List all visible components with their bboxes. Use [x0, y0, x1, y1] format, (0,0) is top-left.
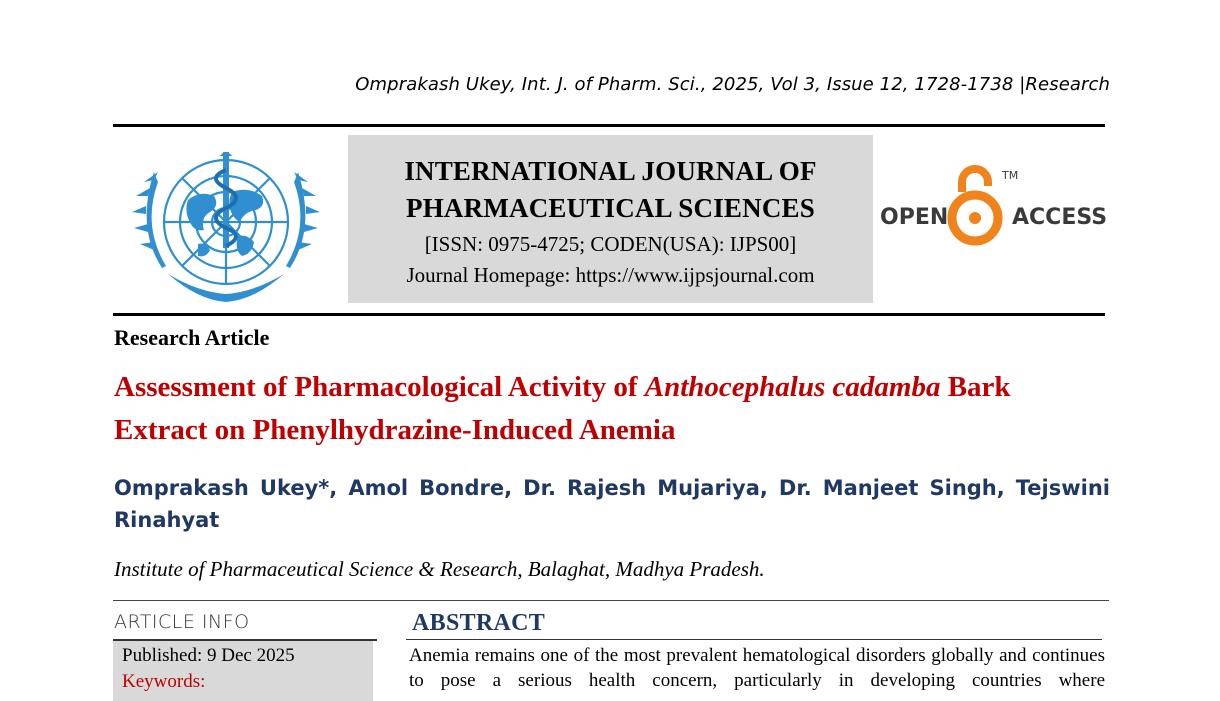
author-affiliation: Institute of Pharmaceutical Science & Research, Balaghat, Madhya Pradesh. [114, 557, 765, 581]
trademark-mark: TM [1002, 169, 1019, 182]
article-type-label: Research Article [114, 325, 270, 350]
journal-issn: [ISSN: 0975-4725; CODEN(USA): IJPS00] [424, 232, 797, 256]
article-title [114, 366, 1110, 452]
article-title-species: Anthocephalus cadamba [644, 371, 941, 403]
journal-name-line-2: PHARMACEUTICAL SCIENCES [406, 193, 815, 223]
open-access-logo [878, 164, 1108, 254]
article-info-box [113, 641, 373, 701]
open-lock-icon [952, 169, 998, 241]
open-access-word-open: OPEN [880, 205, 949, 230]
journal-emblem-icon [128, 140, 324, 304]
journal-name-line-1: INTERNATIONAL JOURNAL OF [404, 156, 817, 186]
published-date: Published: 9 Dec 2025 [122, 645, 295, 666]
author-list: Omprakash Ukey*, Amol Bondre, Dr. Rajesh Mujariya, Dr. Manjeet Singh, Tejswini Rinahyat [114, 476, 1110, 532]
keywords-label: Keywords: [122, 671, 206, 692]
journal-homepage-link[interactable]: Journal Homepage: https://www.ijpsjournal.com [406, 263, 815, 287]
article-title-part-2: Bark Extract on Phenylhydrazine-Induced Anemia [114, 371, 1011, 446]
article-info-heading: ARTICLE INFO [114, 611, 250, 633]
abstract-text: Anemia remains one of the most prevalent hematological disorders globally and continues to pose a serious health concern, particularly in developing countries where [409, 645, 1105, 691]
open-access-word-access: ACCESS [1012, 205, 1108, 230]
running-header: Omprakash Ukey, Int. J. of Pharm. Sci., 2025, Vol 3, Issue 12, 1728-1738 |Research [355, 74, 1110, 95]
article-title-part-1: Assessment of Pharmacological Activity of [114, 371, 645, 403]
abstract-heading: ABSTRACT [412, 610, 546, 636]
header-top-rule [113, 124, 1105, 127]
section-divider [113, 600, 1109, 601]
journal-name [348, 153, 873, 227]
header-bottom-rule [113, 313, 1105, 316]
journal-masthead [348, 135, 873, 303]
abstract-rule [406, 639, 1102, 640]
